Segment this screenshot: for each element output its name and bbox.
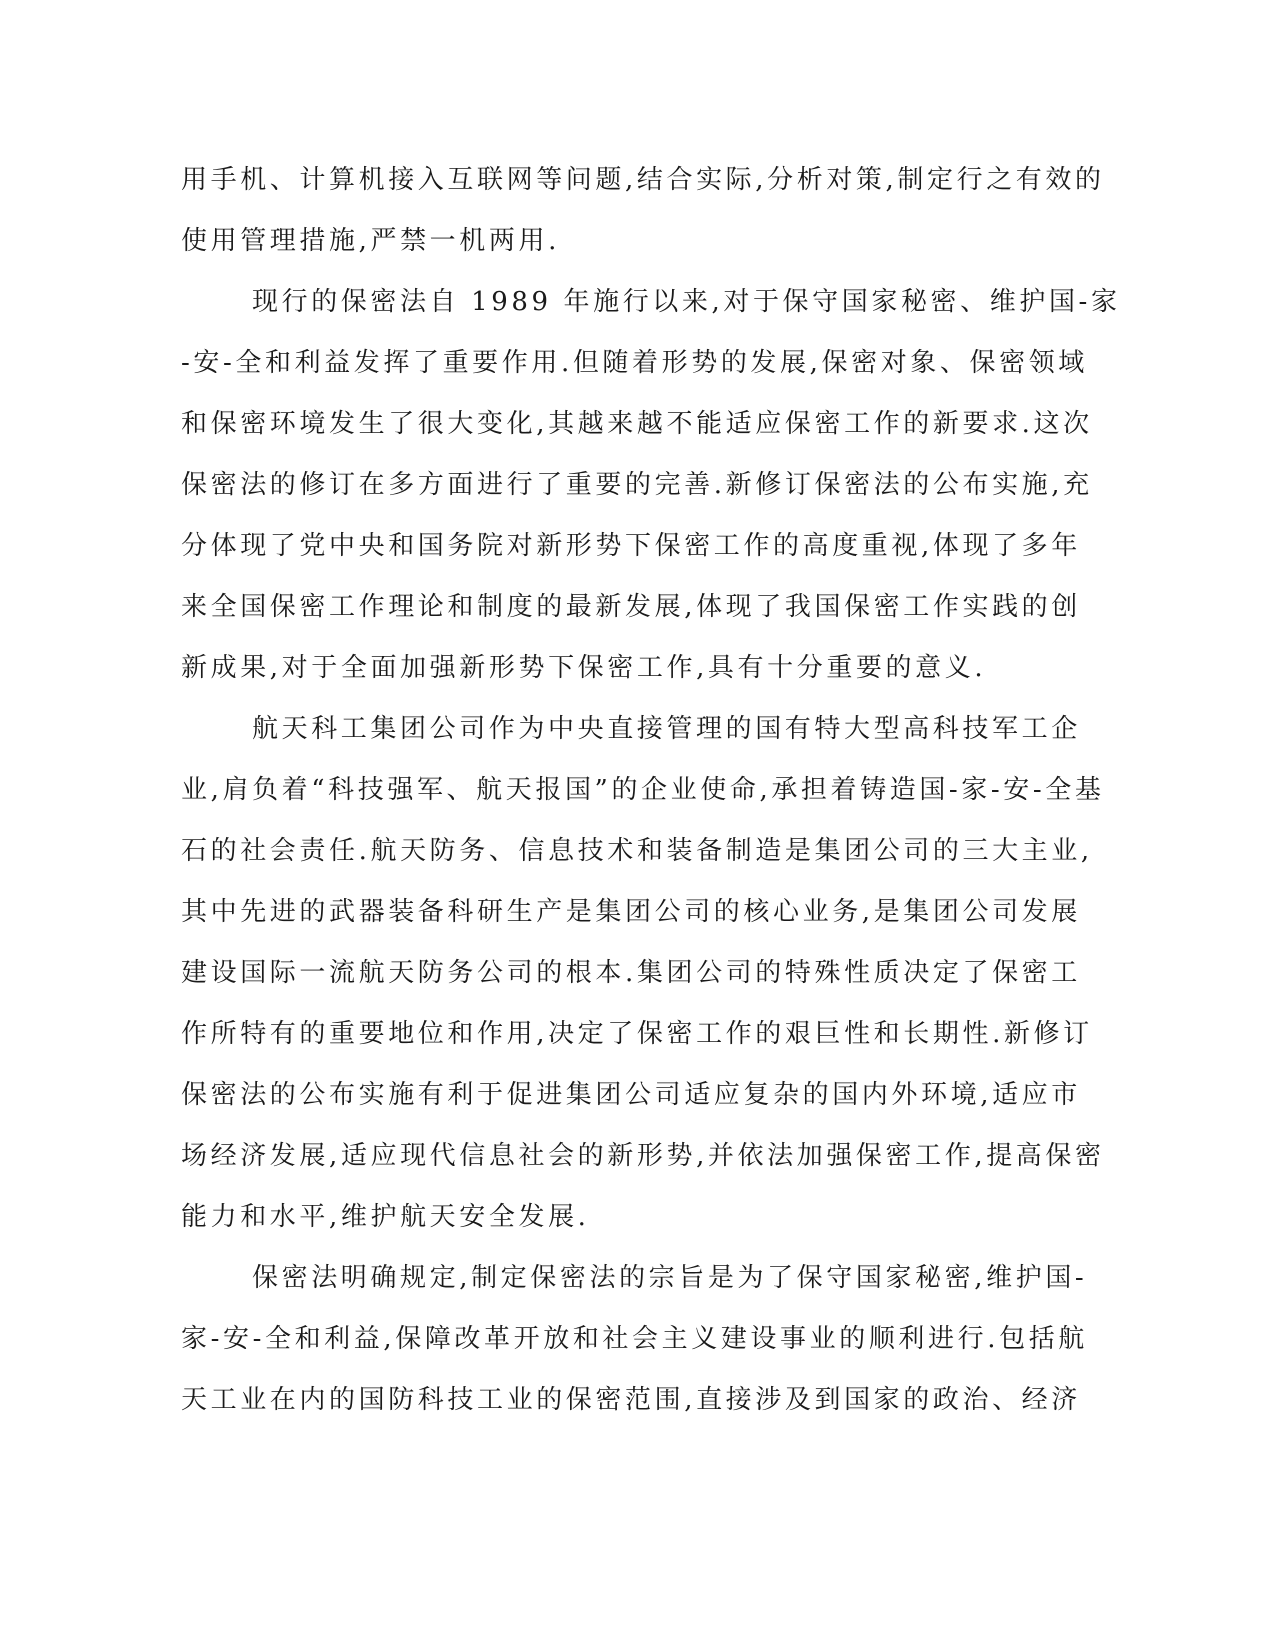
text-line: 建设国际一流航天防务公司的根本.集团公司的特殊性质决定了保密工 bbox=[181, 958, 1081, 988]
text-line: 保密法的公布实施有利于促进集团公司适应复杂的国内外环境,适应市 bbox=[181, 1080, 1081, 1110]
text-line: 保密法明确规定,制定保密法的宗旨是为了保守国家秘密,维护国- bbox=[252, 1263, 1088, 1293]
text-line: 场经济发展,适应现代信息社会的新形势,并依法加强保密工作,提高保密 bbox=[181, 1141, 1105, 1171]
text-line: 作所特有的重要地位和作用,决定了保密工作的艰巨性和长期性.新修订 bbox=[181, 1019, 1093, 1049]
text-line: 分体现了党中央和国务院对新形势下保密工作的高度重视,体现了多年 bbox=[181, 531, 1081, 561]
text-line: 其中先进的武器装备科研生产是集团公司的核心业务,是集团公司发展 bbox=[181, 897, 1081, 927]
text-line: 能力和水平,维护航天安全发展. bbox=[181, 1202, 590, 1232]
paragraph-1 bbox=[181, 150, 1105, 272]
text-line: 业,肩负着“科技强军、航天报国”的企业使命,承担着铸造国-家-安-全基 bbox=[181, 775, 1105, 805]
paragraph-4 bbox=[181, 1248, 1088, 1431]
text-line: 家-安-全和利益,保障改革开放和社会主义建设事业的顺利进行.包括航 bbox=[181, 1324, 1088, 1354]
text-line: 用手机、计算机接入互联网等问题,结合实际,分析对策,制定行之有效的 bbox=[181, 165, 1105, 195]
text-line: 石的社会责任.航天防务、信息技术和装备制造是集团公司的三大主业, bbox=[181, 836, 1093, 866]
document-page bbox=[181, 150, 1121, 1431]
text-line: 天工业在内的国防科技工业的保密范围,直接涉及到国家的政治、经济 bbox=[181, 1385, 1081, 1415]
paragraph-2 bbox=[181, 272, 1121, 699]
text-line: 来全国保密工作理论和制度的最新发展,体现了我国保密工作实践的创 bbox=[181, 592, 1081, 622]
text-line: 新成果,对于全面加强新形势下保密工作,具有十分重要的意义. bbox=[181, 653, 987, 683]
text-line: 航天科工集团公司作为中央直接管理的国有特大型高科技军工企 bbox=[252, 714, 1081, 744]
text-line: 保密法的修订在多方面进行了重要的完善.新修订保密法的公布实施,充 bbox=[181, 470, 1093, 500]
text-line: 使用管理措施,严禁一机两用. bbox=[181, 226, 560, 256]
text-line: 现行的保密法自 1989 年施行以来,对于保守国家秘密、维护国-家 bbox=[252, 287, 1121, 317]
text-line: 和保密环境发生了很大变化,其越来越不能适应保密工作的新要求.这次 bbox=[181, 409, 1093, 439]
text-line: -安-全和利益发挥了重要作用.但随着形势的发展,保密对象、保密领域 bbox=[181, 348, 1088, 378]
paragraph-3 bbox=[181, 699, 1105, 1248]
